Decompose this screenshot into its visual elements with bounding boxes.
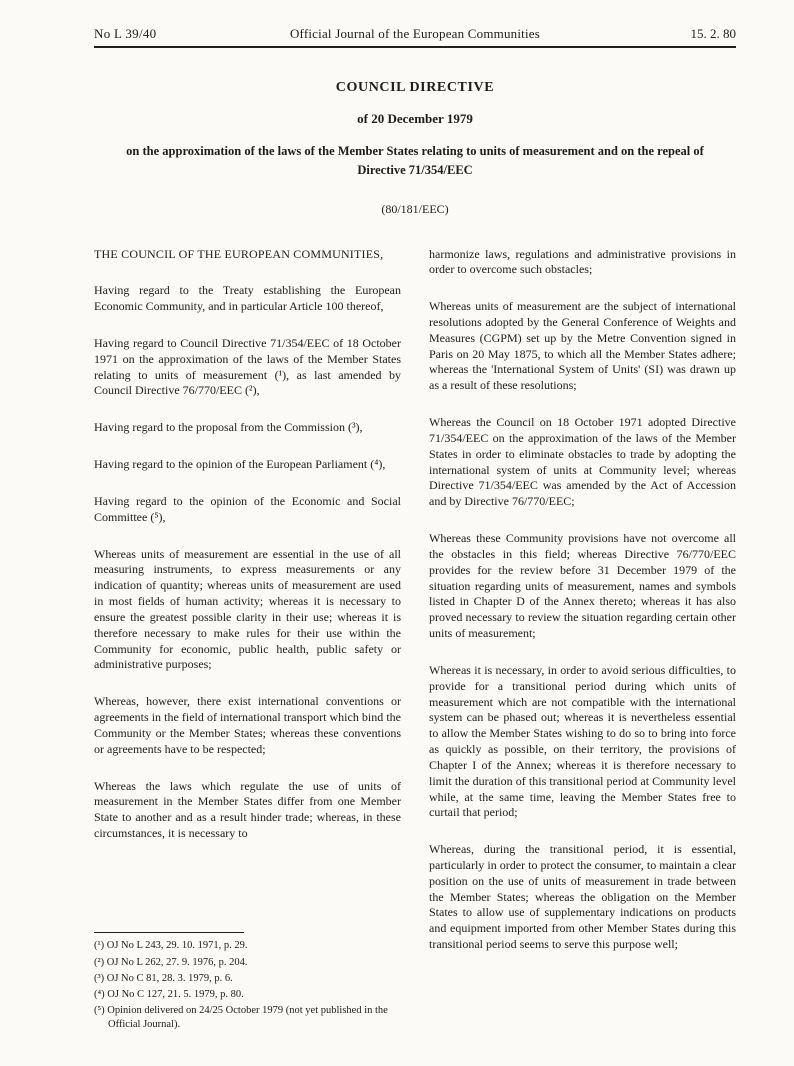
paragraph: Whereas the Council on 18 October 1971 adopted Directive 71/354/EEC on the approximation of the laws of the Member States in order to eliminate obstacles to trade by adopting the international system of units at Community level; whereas Directive 71/354/EEC was amended by the Act of Accession and by Directive 76/770/EEC; xyxy=(429,415,736,509)
paragraph: Having regard to the opinion of the European Parliament (⁴), xyxy=(94,457,386,472)
paragraph: Having regard to Council Directive 71/354/EEC of 18 October 1971 on the approximation of the laws of the Member States relating to units of measurement (¹), as last amended by Council Directive 76/770/EEC (²), xyxy=(94,335,401,398)
header-date: 15. 2. 80 xyxy=(690,26,736,41)
footnote: (⁵) Opinion delivered on 24/25 October 1979 (not yet published in the Official Journal). xyxy=(94,1005,388,1031)
document-body xyxy=(94,247,736,1035)
paragraph: Whereas units of measurement are essential in the use of all measuring instruments, to express measurements or any indication of quantity; whereas units of measurement are used in most fields of human activity; whereas it is necessary to ensure the greatest possible clarity in their use; whereas it is therefore necessary to make rules for their use within the Community for economic, public health, public safety or administrative purposes; xyxy=(94,546,401,672)
footnote: (²) OJ No L 262, 27. 9. 1976, p. 204. xyxy=(94,956,248,968)
directive-reference: (80/181/EEC) xyxy=(381,201,449,216)
footnote: (³) OJ No C 81, 28. 3. 1979, p. 6. xyxy=(94,972,233,984)
title-block xyxy=(94,80,736,217)
paragraph: Whereas these Community provisions have not overcome all the obstacles in this field; whereas Directive 76/770/EEC provides for the review before 31 December 1979 of the situation regarding units of measurement, names and symbols listed in Chapter D of the Annex thereto; whereas it has also proved necessary to review the situation regarding certain other units of measurement; xyxy=(429,531,736,641)
header-issue-number: No L 39/40 xyxy=(94,26,157,41)
paragraph: Whereas, however, there exist international conventions or agreements in the field of international transport which bind the Community or the Member States; whereas these conventions or agreements have to be respected; xyxy=(94,694,401,756)
right-column xyxy=(429,247,736,1035)
directive-subject: on the approximation of the laws of the Member States relating to units of measurement and on the repeal of Directive 71/354/EEC xyxy=(126,144,704,177)
directive-title: COUNCIL DIRECTIVE xyxy=(335,80,495,95)
paragraph: harmonize laws, regulations and administrative provisions in order to overcome such obstacles; xyxy=(429,246,736,277)
left-column xyxy=(94,247,401,1035)
footnote-divider xyxy=(94,932,244,933)
header-journal-title: Official Journal of the European Communities xyxy=(289,26,541,41)
page-header xyxy=(94,26,736,42)
paragraph: Whereas it is necessary, in order to avoid serious difficulties, to provide for a transitional period during which units of measurement which are not compatible with the international system can be phased out; whereas it is nevertheless essential to allow the Member States wishing to do so to bring into force as quickly as possible, on their territory, the provisions of Chapter I of the Annex; whereas it is therefore necessary to limit the duration of this transitional period at Community level while, at the same time, leaving the Member States free to curtail that period; xyxy=(429,662,736,820)
paragraph: Having regard to the proposal from the Commission (³), xyxy=(94,420,363,435)
directive-date: of 20 December 1979 xyxy=(357,111,473,126)
paragraph: Whereas, during the transitional period, it is essential, particularly in order to protect the consumer, to maintain a clear position on the use of units of measurement in trade between the Member States; whereas the obligation on the Member States to allow use of supplementary indications on products and equipment imported from other Member States during this transitional period seems to serve this purpose well; xyxy=(429,842,736,952)
paragraph-opening: THE COUNCIL OF THE EUROPEAN COMMUNITIES, xyxy=(94,246,384,261)
paragraph: Whereas the laws which regulate the use of units of measurement in the Member States differ from one Member State to another and as a result hinder trade; whereas, in these circumstances, it is necessary to xyxy=(94,778,401,841)
paragraph: Having regard to the Treaty establishing the European Economic Community, and in particular Article 100 thereof, xyxy=(94,283,401,314)
paragraph: Whereas units of measurement are the subject of international resolutions adopted by the General Conference of Weights and Measures (CGPM) set up by the Metre Convention signed in Paris on 20 May 1875, to which all the Member States adhere; whereas the 'International System of Units' (SI) was drawn up as a result of these resolutions; xyxy=(429,299,736,393)
header-divider xyxy=(94,46,736,48)
footnotes-block xyxy=(94,932,401,1034)
footnote: (⁴) OJ No C 127, 21. 5. 1979, p. 80. xyxy=(94,988,244,1000)
footnote: (¹) OJ No L 243, 29. 10. 1971, p. 29. xyxy=(94,940,248,952)
paragraph: Having regard to the opinion of the Economic and Social Committee (⁵), xyxy=(94,493,401,524)
